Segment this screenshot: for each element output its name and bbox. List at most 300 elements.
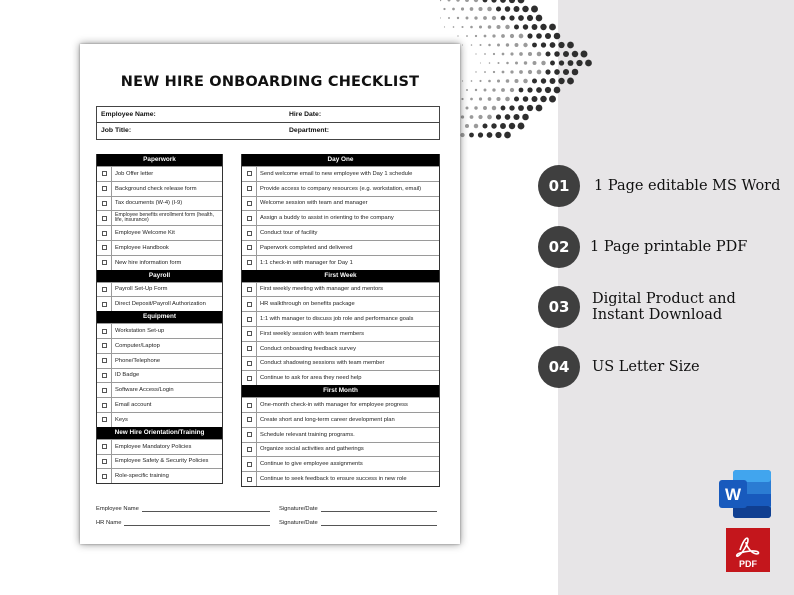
checklist-item-label: One-month check-in with manager for employee progress — [260, 402, 408, 409]
checkbox[interactable] — [102, 329, 107, 334]
halftone-dot — [501, 88, 505, 92]
halftone-dot — [448, 0, 451, 1]
checklist-item-label: Employee Mandatory Policies — [115, 443, 192, 450]
halftone-dot — [500, 123, 506, 129]
checklist-item — [97, 240, 222, 255]
employee-name-sig-label: Employee Name — [96, 506, 139, 512]
checkbox-cell — [242, 182, 257, 196]
halftone-dot — [510, 34, 514, 38]
checkbox[interactable] — [102, 260, 107, 265]
checklist-item — [97, 282, 222, 297]
checklist-item — [97, 323, 222, 338]
halftone-dot — [528, 52, 532, 56]
halftone-dot — [484, 89, 487, 92]
halftone-dot — [456, 0, 459, 2]
halftone-dot — [501, 34, 505, 38]
checkbox-cell — [97, 241, 112, 255]
halftone-dot — [527, 105, 533, 111]
halftone-dot — [585, 60, 592, 67]
halftone-dot — [568, 60, 574, 66]
checklist-item — [97, 382, 222, 397]
checkbox-cell — [242, 472, 257, 486]
feature-text-line2: Instant Download — [592, 307, 723, 323]
halftone-dot — [500, 0, 506, 3]
hr-name-line[interactable] — [124, 520, 270, 526]
halftone-dot — [460, 133, 464, 137]
halftone-dot — [519, 52, 523, 56]
halftone-dot — [558, 42, 564, 48]
checkbox[interactable] — [247, 260, 252, 265]
halftone-dot — [550, 61, 555, 66]
feature-04 — [538, 346, 700, 388]
halftone-dot — [563, 69, 569, 75]
halftone-dot — [496, 97, 500, 101]
halftone-dot — [550, 42, 556, 48]
halftone-dot — [492, 34, 495, 37]
halftone-dot — [541, 42, 546, 47]
halftone-dot — [572, 69, 579, 76]
checklist-item-label: Schedule relevant training programs. — [260, 431, 355, 438]
checklist-item — [242, 296, 439, 311]
checkbox[interactable] — [247, 447, 252, 452]
halftone-dot — [475, 71, 476, 72]
halftone-dot — [470, 98, 473, 101]
checklist-item-label: 1:1 with manager to discuss job role and performance goals — [260, 316, 414, 323]
checkbox-cell — [242, 256, 257, 270]
word-icon-letter: W — [724, 485, 742, 504]
halftone-dot — [461, 115, 464, 118]
checkbox[interactable] — [247, 477, 252, 482]
halftone-dot — [515, 62, 518, 65]
halftone-dot — [518, 105, 524, 111]
pdf-icon-label: PDF — [739, 559, 757, 569]
halftone-dot — [487, 7, 492, 12]
checkbox[interactable] — [247, 171, 252, 176]
halftone-dot — [536, 33, 542, 39]
checkbox[interactable] — [102, 201, 107, 206]
halftone-dot — [462, 44, 463, 45]
checkbox-cell — [97, 226, 112, 240]
feature-02 — [538, 226, 747, 268]
checkbox[interactable] — [102, 343, 107, 348]
halftone-dot — [514, 96, 519, 101]
halftone-dot — [510, 52, 513, 55]
checklist-item — [97, 368, 222, 383]
checkbox[interactable] — [247, 432, 252, 437]
halftone-dot — [558, 78, 564, 84]
halftone-dot — [545, 69, 550, 74]
section-heading-first-month: First Month — [242, 385, 439, 397]
halftone-dot — [581, 51, 588, 58]
checklist-item — [242, 240, 439, 255]
left-checklist-column — [96, 154, 223, 484]
section-heading-paperwork: Paperwork — [97, 154, 222, 166]
halftone-dot — [536, 105, 543, 112]
checklist-item — [97, 225, 222, 240]
checkbox[interactable] — [247, 302, 252, 307]
checklist-item — [97, 353, 222, 368]
checklist-item-label: 1:1 check-in with manager for Day 1 — [260, 259, 353, 266]
checkbox[interactable] — [247, 462, 252, 467]
checkbox[interactable] — [102, 231, 107, 236]
checkbox-cell — [97, 354, 112, 368]
word-icon — [719, 470, 771, 518]
checklist-item — [97, 210, 222, 225]
halftone-dot — [505, 6, 511, 12]
checkbox[interactable] — [102, 302, 107, 307]
halftone-dot — [496, 114, 501, 119]
halftone-dot — [501, 106, 506, 111]
halftone-dot — [563, 51, 569, 57]
checklist-item-label: First weekly meeting with manager and mentors — [260, 286, 384, 293]
halftone-dot — [488, 80, 491, 83]
halftone-dot — [474, 16, 477, 19]
halftone-dot — [484, 71, 486, 73]
halftone-dot — [502, 71, 505, 74]
checkbox[interactable] — [102, 358, 107, 363]
halftone-dot — [453, 26, 455, 28]
halftone-dot — [519, 70, 523, 74]
halftone-dot — [523, 96, 529, 102]
halftone-dot — [493, 71, 495, 73]
halftone-dot — [545, 33, 551, 39]
halftone-dot — [492, 106, 496, 110]
halftone-dot — [541, 78, 546, 83]
checkbox[interactable] — [102, 417, 107, 422]
checklist-item — [242, 225, 439, 240]
checklist-item-label: Employee Safety & Security Policies — [115, 458, 209, 465]
checkbox[interactable] — [102, 388, 107, 393]
halftone-dot — [509, 105, 514, 110]
halftone-dot — [479, 44, 481, 46]
halftone-dot — [479, 25, 482, 28]
checkbox-cell — [97, 182, 112, 196]
checkbox-cell — [97, 339, 112, 353]
halftone-dot — [469, 133, 474, 138]
halftone-dot — [540, 96, 547, 103]
halftone-dot — [550, 78, 556, 84]
checkbox[interactable] — [247, 331, 252, 336]
checklist-item-label: Payroll Set-Up Form — [115, 286, 168, 293]
checklist-item-label: Send welcome email to new employee with Day 1 schedule — [260, 170, 413, 177]
feature-number-badge: 02 — [538, 226, 580, 268]
halftone-dot — [466, 89, 468, 91]
halftone-dot — [513, 114, 519, 120]
halftone-dot — [461, 7, 464, 10]
checkbox-cell — [242, 211, 257, 225]
checkbox[interactable] — [247, 216, 252, 221]
halftone-dot — [510, 88, 514, 92]
checkbox-cell — [242, 297, 257, 311]
checkbox-cell — [97, 455, 112, 469]
checkbox-cell — [242, 241, 257, 255]
halftone-dot — [483, 124, 488, 129]
checkbox[interactable] — [247, 417, 252, 422]
checklist-item-label: Provide access to company resources (e.g. workstation, email) — [260, 185, 422, 192]
halftone-dot — [474, 106, 477, 109]
checkbox-cell — [242, 398, 257, 412]
feature-text: US Letter Size — [592, 359, 700, 375]
checkbox-cell — [242, 327, 257, 341]
halftone-dot — [448, 17, 450, 19]
checkbox-cell — [97, 256, 112, 270]
checklist-item-label: Job Offer letter — [115, 170, 154, 177]
halftone-dot — [491, 0, 496, 3]
halftone-dot — [519, 88, 524, 93]
halftone-dot — [506, 43, 509, 46]
checklist-item-label: Conduct tour of facility — [260, 230, 318, 237]
halftone-dot — [488, 25, 492, 29]
halftone-dot — [522, 6, 528, 12]
hire-date-label: Hire Date: — [289, 111, 322, 118]
checkbox[interactable] — [102, 403, 107, 408]
feature-number-badge: 04 — [538, 346, 580, 388]
halftone-dot — [479, 80, 481, 82]
halftone-dot — [505, 97, 510, 102]
halftone-dot — [567, 42, 574, 49]
halftone-dot — [532, 43, 537, 48]
checklist-item-label: Create short and long-term career development plan — [260, 416, 395, 423]
feature-01 — [538, 165, 780, 207]
halftone-dot — [509, 15, 514, 20]
halftone-dot — [531, 96, 537, 102]
checklist-item — [97, 397, 222, 412]
halftone-dot — [470, 115, 474, 119]
halftone-dot — [514, 6, 520, 12]
halftone-dot — [576, 60, 582, 66]
checklist-item — [97, 166, 222, 181]
checklist-item-label: Keys — [115, 416, 128, 423]
checkbox-cell — [242, 197, 257, 211]
halftone-dot — [554, 69, 560, 75]
checklist-item-label: Direct Deposit/Payroll Authorization — [115, 301, 206, 308]
checklist-item-label: Continue to seek feedback to ensure success in new role — [260, 476, 407, 483]
checklist-item — [242, 166, 439, 181]
checklist-item-label: Continue to ask for area they need help — [260, 375, 362, 382]
halftone-dot — [462, 80, 463, 81]
checkbox[interactable] — [102, 171, 107, 176]
halftone-dot — [497, 62, 499, 64]
halftone-dot — [497, 79, 500, 82]
halftone-dot — [572, 51, 578, 57]
checklist-item — [97, 255, 222, 270]
halftone-dot — [528, 70, 532, 74]
checkbox[interactable] — [247, 376, 252, 381]
halftone-dot — [496, 25, 500, 29]
checkbox[interactable] — [247, 361, 252, 366]
halftone-dot — [471, 44, 473, 46]
halftone-dot — [475, 89, 477, 91]
checkbox-cell — [97, 283, 112, 297]
halftone-dot — [461, 98, 463, 100]
halftone-dot — [474, 124, 479, 129]
checkbox[interactable] — [247, 403, 252, 408]
checkbox[interactable] — [247, 317, 252, 322]
checklist-item — [242, 427, 439, 442]
checklist-item-label: HR walkthrough on benefits package — [260, 301, 355, 308]
checklist-item — [242, 326, 439, 341]
checkbox-cell — [97, 383, 112, 397]
checklist-item — [97, 338, 222, 353]
halftone-dot — [478, 115, 482, 119]
halftone-dot — [484, 35, 487, 38]
halftone-dot — [549, 24, 556, 31]
checklist-item — [97, 196, 222, 211]
halftone-dot — [492, 16, 496, 20]
checkbox[interactable] — [102, 444, 107, 449]
halftone-dot — [510, 70, 513, 73]
halftone-dot — [457, 17, 459, 19]
feature-number-badge: 01 — [538, 165, 580, 207]
feature-text — [592, 291, 736, 323]
halftone-dot — [537, 52, 542, 57]
halftone-dot — [540, 24, 546, 30]
checkbox[interactable] — [102, 186, 107, 191]
feature-text-line1: Digital Product and — [592, 291, 736, 307]
section-heading-first-week: First Week — [242, 270, 439, 282]
checklist-item-label: Continue to give employee assignments — [260, 461, 363, 468]
halftone-dot — [514, 79, 518, 83]
checklist-item — [97, 439, 222, 454]
checkbox[interactable] — [102, 459, 107, 464]
halftone-dot — [554, 33, 561, 40]
checkbox[interactable] — [102, 245, 107, 250]
checkbox-cell — [242, 443, 257, 457]
checklist-item — [242, 341, 439, 356]
checkbox-cell — [97, 167, 112, 181]
checklist-item-label: Background check release form — [115, 185, 197, 192]
employee-signature-line[interactable] — [321, 506, 437, 512]
checklist-item — [242, 210, 439, 225]
halftone-dot — [444, 26, 445, 27]
halftone-dot — [506, 62, 509, 65]
checkbox-cell — [242, 226, 257, 240]
checkbox[interactable] — [102, 287, 107, 292]
halftone-dot — [527, 87, 532, 92]
halftone-dot — [537, 70, 542, 75]
halftone-dot — [470, 7, 474, 11]
halftone-dot — [440, 17, 441, 18]
employee-name-line[interactable] — [142, 506, 270, 512]
halftone-dot — [567, 78, 574, 85]
checkbox[interactable] — [102, 216, 107, 221]
halftone-dot — [487, 132, 493, 138]
checklist-item-label: ID Badge — [115, 372, 140, 379]
checklist-item — [242, 471, 439, 486]
halftone-dot — [518, 15, 524, 21]
halftone-dot — [506, 79, 510, 83]
halftone-dot — [466, 17, 469, 20]
halftone-dot — [505, 25, 509, 29]
halftone-dot — [483, 106, 487, 110]
checkbox[interactable] — [247, 245, 252, 250]
halftone-dot — [536, 87, 542, 93]
checklist-item-label: Computer/Laptop — [115, 342, 160, 349]
halftone-dot — [484, 53, 486, 55]
halftone-dot — [523, 43, 527, 47]
checklist-item — [242, 456, 439, 471]
halftone-dot — [545, 51, 550, 56]
halftone-dot — [497, 44, 500, 47]
hr-name-sig-label: HR Name — [96, 520, 122, 526]
checkbox-cell — [97, 398, 112, 412]
checkbox[interactable] — [247, 346, 252, 351]
halftone-dot — [549, 96, 556, 103]
halftone-dot — [532, 24, 538, 30]
checklist-item-label: Employee Welcome Kit — [115, 230, 175, 237]
checkbox[interactable] — [247, 231, 252, 236]
checkbox[interactable] — [102, 373, 107, 378]
halftone-dot — [466, 35, 468, 37]
checklist-item-label: Welcome session with team and manager — [260, 200, 368, 207]
halftone-dot — [509, 123, 515, 129]
hr-name-signature — [96, 520, 270, 526]
checklist-item — [97, 296, 222, 311]
checklist-item — [97, 454, 222, 469]
checklist-item-label: Phone/Telephone — [115, 357, 161, 364]
hr-signature-line[interactable] — [321, 520, 437, 526]
employee-signature-date-label: Signature/Date — [279, 506, 318, 512]
checklist-item-label: Conduct onboarding feedback survey — [260, 345, 357, 352]
checklist-item-label: Workstation Set-up — [115, 328, 165, 335]
halftone-dot — [523, 24, 528, 29]
checkbox-cell — [242, 428, 257, 442]
checklist-item-label: Conduct shadowing sessions with team member — [260, 360, 385, 367]
halftone-dot — [502, 53, 505, 56]
section-heading-payroll: Payroll — [97, 270, 222, 282]
hr-signature-date — [279, 520, 437, 526]
feature-number-badge: 03 — [538, 286, 580, 328]
halftone-dot — [488, 97, 492, 101]
checkbox[interactable] — [247, 201, 252, 206]
checklist-item — [242, 412, 439, 427]
checklist-item — [97, 181, 222, 196]
checklist-item — [242, 356, 439, 371]
checkbox[interactable] — [247, 186, 252, 191]
department-label: Department: — [289, 127, 330, 134]
checklist-document — [80, 44, 460, 544]
halftone-dot — [475, 35, 477, 37]
halftone-dot — [480, 62, 481, 63]
halftone-dot — [471, 80, 473, 82]
halftone-dot — [554, 51, 560, 57]
right-checklist-column — [241, 154, 440, 487]
halftone-dot — [440, 0, 441, 1]
halftone-dot — [501, 16, 506, 21]
halftone-dot — [524, 61, 527, 64]
checklist-item — [242, 397, 439, 412]
feature-text: 1 Page printable PDF — [590, 239, 748, 255]
checklist-item-label: Assign a buddy to assist in orienting to the company — [260, 215, 394, 222]
checklist-item-label: Role-specific training — [115, 473, 169, 480]
checkbox-cell — [97, 324, 112, 338]
checklist-item-label: Organize social activities and gatherings — [260, 446, 364, 453]
halftone-dot — [478, 7, 482, 11]
section-heading-equipment: Equipment — [97, 311, 222, 323]
halftone-dot — [483, 0, 488, 2]
checklist-item-label: New hire information form — [115, 259, 182, 266]
checkbox-cell — [97, 369, 112, 383]
checkbox-cell — [97, 297, 112, 311]
halftone-dot — [491, 123, 496, 128]
halftone-dot — [452, 8, 455, 11]
checkbox[interactable] — [247, 287, 252, 292]
employee-name-label: Employee Name: — [101, 111, 156, 118]
halftone-dot — [487, 115, 492, 120]
employee-signature-date — [279, 506, 437, 512]
checklist-item — [242, 181, 439, 196]
checkbox[interactable] — [102, 474, 107, 479]
